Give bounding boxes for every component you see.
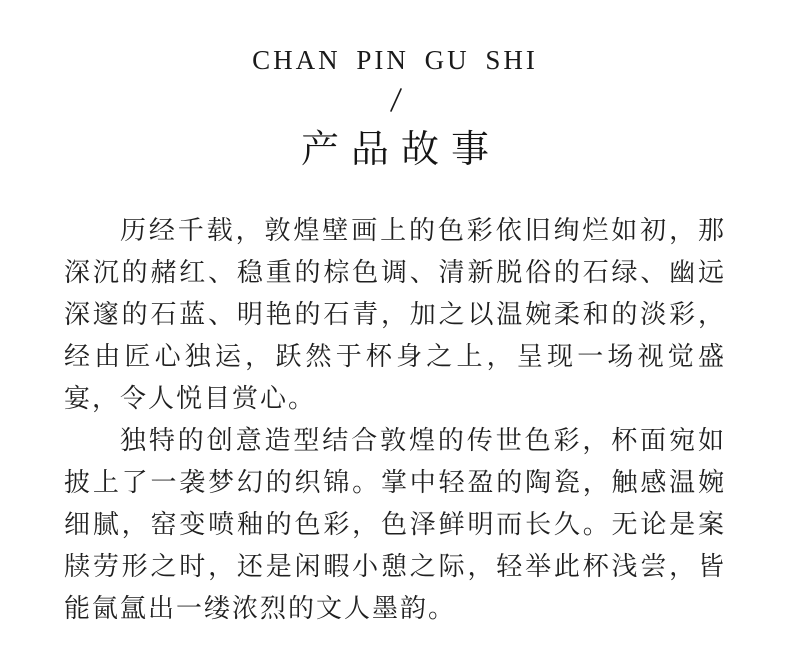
page-title: 产品故事 bbox=[300, 127, 501, 171]
pinyin-title: CHAN PIN GU SHI bbox=[252, 45, 538, 75]
story-paragraph-1: 历经千载，敦煌壁画上的色彩依旧绚烂如初，那深沉的赭红、稳重的棕色调、清新脱俗的石绿、幽远深邃的石蓝、明艳的石青，加之以温婉柔和的淡彩，经由匠心独运，跃然于杯身之上，呈现一场视觉盛宴，令人悦目赏心。 bbox=[64, 216, 726, 414]
story-body bbox=[64, 210, 726, 630]
slash-divider-icon bbox=[386, 86, 406, 114]
story-paragraph-2: 独特的创意造型结合敦煌的传世色彩，杯面宛如披上了一袭梦幻的织锦。掌中轻盈的陶瓷，触感温婉细腻，窑变喷釉的色彩，色泽鲜明而长久。无论是案牍劳形之时，还是闲暇小憩之际，轻举此杯浅尝，皆能氤氲出一缕浓烈的文人墨韵。 bbox=[64, 426, 726, 624]
